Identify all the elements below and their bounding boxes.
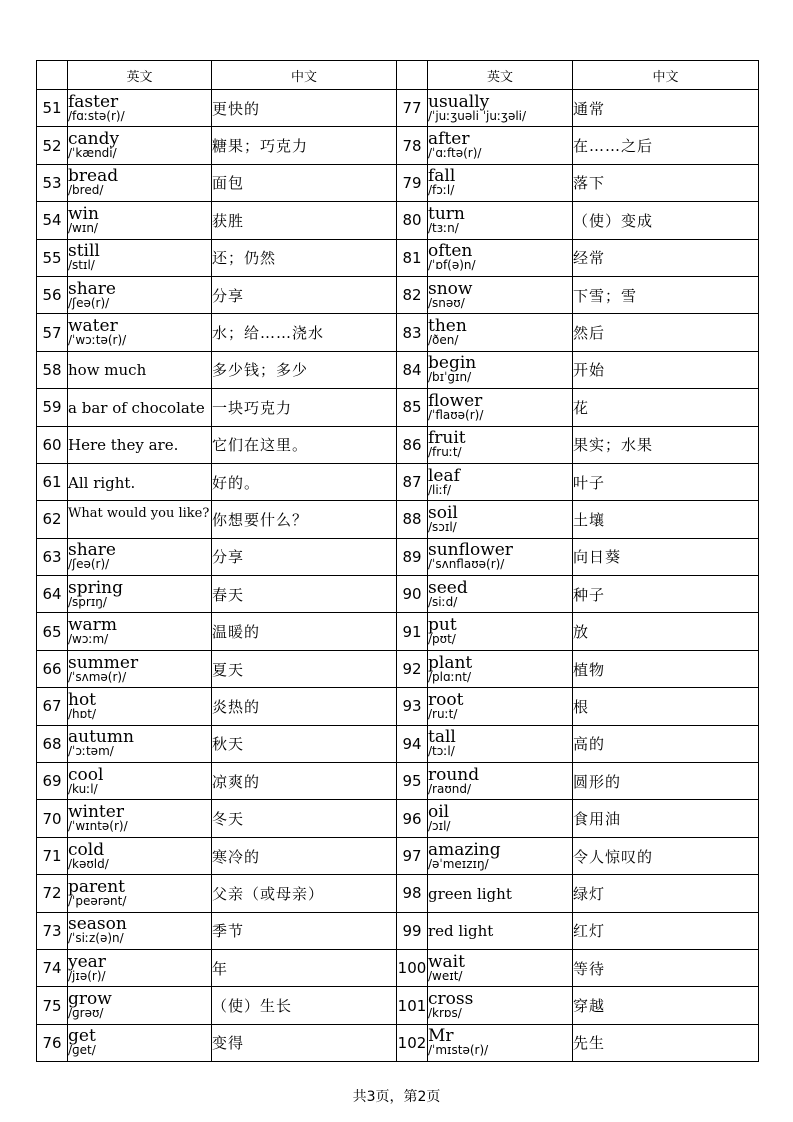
english-cell xyxy=(428,202,573,239)
entry-number: 59 xyxy=(37,389,68,426)
english-word: leaf xyxy=(428,465,460,486)
english-word: warm xyxy=(68,615,117,636)
entry-number: 95 xyxy=(397,763,428,800)
english-phrase: All right. xyxy=(68,473,136,492)
chinese-meaning: 分享 xyxy=(212,276,397,313)
english-cell xyxy=(428,912,573,949)
phonetic-transcription: /weɪt/ xyxy=(428,968,463,983)
entry-number: 65 xyxy=(37,613,68,650)
english-word: plant xyxy=(428,652,473,673)
phonetic-transcription: /tɔːl/ xyxy=(428,744,455,759)
english-word: autumn xyxy=(68,727,134,748)
english-cell xyxy=(68,389,212,426)
table-row xyxy=(37,912,759,949)
english-cell xyxy=(68,164,212,201)
entry-number: 52 xyxy=(37,127,68,164)
english-cell xyxy=(68,202,212,239)
entry-number: 60 xyxy=(37,426,68,463)
phonetic-transcription: /ʃeə(r)/ xyxy=(68,557,110,572)
table-row xyxy=(37,987,759,1024)
phonetic-transcription: /ɔɪl/ xyxy=(428,819,451,834)
chinese-meaning: 炎热的 xyxy=(212,688,397,725)
phonetic-transcription: /sprɪŋ/ xyxy=(68,594,107,609)
english-cell xyxy=(68,576,212,613)
english-word: faster xyxy=(68,91,119,112)
english-word: root xyxy=(428,689,464,710)
chinese-meaning: 通常 xyxy=(573,90,759,127)
english-phrase: What would you like? xyxy=(68,505,210,521)
entry-number: 56 xyxy=(37,276,68,313)
phonetic-transcription: /ˈsʌmə(r)/ xyxy=(68,669,127,684)
english-word: fruit xyxy=(428,428,466,449)
english-cell xyxy=(428,613,573,650)
table-row xyxy=(37,463,759,500)
entry-number: 97 xyxy=(397,837,428,874)
table-row xyxy=(37,1024,759,1061)
page-footer: 共3页，第2页 xyxy=(352,1089,441,1105)
table-row xyxy=(37,949,759,986)
table-row xyxy=(37,613,759,650)
entry-number: 86 xyxy=(397,426,428,463)
english-word: oil xyxy=(428,802,450,823)
english-word: spring xyxy=(68,577,124,598)
phonetic-transcription: /stɪl/ xyxy=(68,258,95,273)
entry-number: 51 xyxy=(37,90,68,127)
phonetic-transcription: /kəʊld/ xyxy=(68,856,109,871)
entry-number: 98 xyxy=(397,875,428,912)
chinese-meaning: 一块巧克力 xyxy=(212,389,397,426)
entry-number: 67 xyxy=(37,688,68,725)
entry-number: 55 xyxy=(37,239,68,276)
english-word: begin xyxy=(428,353,477,374)
header-num-right xyxy=(397,61,428,90)
table-row xyxy=(37,314,759,351)
phonetic-transcription: /ˈflaʊə(r)/ xyxy=(428,407,484,422)
entry-number: 71 xyxy=(37,837,68,874)
english-word: put xyxy=(428,615,457,636)
entry-number: 58 xyxy=(37,351,68,388)
phonetic-transcription: /ˈɑːftə(r)/ xyxy=(428,146,482,161)
english-cell xyxy=(68,912,212,949)
phonetic-transcription: /ɡet/ xyxy=(68,1043,96,1058)
entry-number: 102 xyxy=(397,1024,428,1061)
chinese-meaning: 放 xyxy=(573,613,759,650)
header-english-right: 英文 xyxy=(428,61,573,90)
phonetic-transcription: /ˈsʌnflaʊə(r)/ xyxy=(428,557,505,572)
english-word: season xyxy=(68,914,127,935)
chinese-meaning: 圆形的 xyxy=(573,763,759,800)
phonetic-transcription: /bɪˈɡɪn/ xyxy=(428,370,472,385)
entry-number: 99 xyxy=(397,912,428,949)
english-cell xyxy=(68,613,212,650)
chinese-meaning: 高的 xyxy=(573,725,759,762)
english-word: seed xyxy=(428,577,468,598)
chinese-meaning: 冬天 xyxy=(212,800,397,837)
chinese-meaning: 多少钱；多少 xyxy=(212,351,397,388)
english-cell xyxy=(68,949,212,986)
entry-number: 53 xyxy=(37,164,68,201)
english-cell xyxy=(68,688,212,725)
phonetic-transcription: /plɑːnt/ xyxy=(428,669,472,684)
phonetic-transcription: /ˈmɪstə(r)/ xyxy=(428,1043,489,1058)
entry-number: 74 xyxy=(37,949,68,986)
english-cell xyxy=(428,314,573,351)
english-cell xyxy=(68,837,212,874)
english-word: tall xyxy=(428,727,456,748)
english-cell xyxy=(428,688,573,725)
chinese-meaning: 寒冷的 xyxy=(212,837,397,874)
phonetic-transcription: /ˈjuːʒuəli ˈjuːʒəli/ xyxy=(428,108,527,123)
english-word: snow xyxy=(428,278,473,299)
table-row xyxy=(37,688,759,725)
table-row xyxy=(37,576,759,613)
entry-number: 54 xyxy=(37,202,68,239)
english-cell xyxy=(428,725,573,762)
phonetic-transcription: /liːf/ xyxy=(428,482,452,497)
chinese-meaning: 凉爽的 xyxy=(212,763,397,800)
table-row xyxy=(37,389,759,426)
chinese-meaning: 面包 xyxy=(212,164,397,201)
chinese-meaning: 还；仍然 xyxy=(212,239,397,276)
english-cell xyxy=(68,239,212,276)
entry-number: 61 xyxy=(37,463,68,500)
english-cell xyxy=(428,650,573,687)
english-word: wait xyxy=(428,951,465,972)
chinese-meaning: 父亲（或母亲） xyxy=(212,875,397,912)
chinese-meaning: 先生 xyxy=(573,1024,759,1061)
english-word: share xyxy=(68,278,116,299)
english-cell xyxy=(68,276,212,313)
chinese-meaning: 叶子 xyxy=(573,463,759,500)
table-row xyxy=(37,239,759,276)
table-body xyxy=(37,90,759,1062)
english-word: soil xyxy=(428,502,458,523)
chinese-meaning: 绿灯 xyxy=(573,875,759,912)
phonetic-transcription: /ˈpeərənt/ xyxy=(68,893,127,908)
phonetic-transcription: /jɪə(r)/ xyxy=(68,968,106,983)
english-word: parent xyxy=(68,876,125,897)
chinese-meaning: 等待 xyxy=(573,949,759,986)
english-cell xyxy=(428,276,573,313)
english-phrase: a bar of chocolate xyxy=(68,398,205,417)
english-cell xyxy=(428,389,573,426)
table-row xyxy=(37,90,759,127)
chinese-meaning: 果实；水果 xyxy=(573,426,759,463)
phonetic-transcription: /sɔɪl/ xyxy=(428,519,457,534)
english-cell xyxy=(68,650,212,687)
chinese-meaning: 向日葵 xyxy=(573,538,759,575)
english-cell xyxy=(428,90,573,127)
entry-number: 81 xyxy=(397,239,428,276)
chinese-meaning: 糖果；巧克力 xyxy=(212,127,397,164)
english-word: round xyxy=(428,764,480,785)
chinese-meaning: 落下 xyxy=(573,164,759,201)
chinese-meaning: 分享 xyxy=(212,538,397,575)
phonetic-transcription: /krɒs/ xyxy=(428,1006,462,1021)
phonetic-transcription: /raʊnd/ xyxy=(428,781,472,796)
entry-number: 91 xyxy=(397,613,428,650)
chinese-meaning: （使）变成 xyxy=(573,202,759,239)
entry-number: 70 xyxy=(37,800,68,837)
english-phrase: green light xyxy=(428,884,512,903)
chinese-meaning: 土壤 xyxy=(573,501,759,538)
entry-number: 72 xyxy=(37,875,68,912)
entry-number: 89 xyxy=(397,538,428,575)
table-row xyxy=(37,164,759,201)
table-row xyxy=(37,351,759,388)
chinese-meaning: 食用油 xyxy=(573,800,759,837)
entry-number: 101 xyxy=(397,987,428,1024)
chinese-meaning: 在……之后 xyxy=(573,127,759,164)
chinese-meaning: 春天 xyxy=(212,576,397,613)
phonetic-transcription: /fɑːstə(r)/ xyxy=(68,108,125,123)
phonetic-transcription: /ˈsiːz(ə)n/ xyxy=(68,931,124,946)
entry-number: 68 xyxy=(37,725,68,762)
phonetic-transcription: /ˈkændi/ xyxy=(68,146,117,161)
chinese-meaning: 季节 xyxy=(212,912,397,949)
english-cell xyxy=(68,501,212,538)
header-chinese-left: 中文 xyxy=(212,61,397,90)
english-word: get xyxy=(68,1026,96,1047)
chinese-meaning: 下雪；雪 xyxy=(573,276,759,313)
english-cell xyxy=(428,875,573,912)
table-row xyxy=(37,538,759,575)
entry-number: 75 xyxy=(37,987,68,1024)
phonetic-transcription: /ˈwɔːtə(r)/ xyxy=(68,333,127,348)
chinese-meaning: 种子 xyxy=(573,576,759,613)
entry-number: 90 xyxy=(397,576,428,613)
english-cell xyxy=(428,837,573,874)
entry-number: 69 xyxy=(37,763,68,800)
table-row xyxy=(37,725,759,762)
phonetic-transcription: /fruːt/ xyxy=(428,445,462,460)
english-cell xyxy=(428,1024,573,1061)
english-cell xyxy=(68,725,212,762)
chinese-meaning: 令人惊叹的 xyxy=(573,837,759,874)
phonetic-transcription: /kuːl/ xyxy=(68,781,98,796)
english-word: cold xyxy=(68,839,105,860)
entry-number: 78 xyxy=(397,127,428,164)
chinese-meaning: 根 xyxy=(573,688,759,725)
english-word: hot xyxy=(68,689,97,710)
english-cell xyxy=(428,576,573,613)
phonetic-transcription: /snəʊ/ xyxy=(428,295,465,310)
english-cell xyxy=(428,351,573,388)
chinese-meaning: 经常 xyxy=(573,239,759,276)
english-phrase: how much xyxy=(68,361,147,380)
english-cell xyxy=(68,426,212,463)
entry-number: 76 xyxy=(37,1024,68,1061)
phonetic-transcription: /wɪn/ xyxy=(68,220,98,235)
table-row xyxy=(37,763,759,800)
english-word: still xyxy=(68,241,100,262)
english-word: winter xyxy=(68,802,124,823)
entry-number: 57 xyxy=(37,314,68,351)
table-row xyxy=(37,875,759,912)
english-cell xyxy=(428,949,573,986)
entry-number: 94 xyxy=(397,725,428,762)
table-row xyxy=(37,650,759,687)
chinese-meaning: 好的。 xyxy=(212,463,397,500)
phonetic-transcription: /tɜːn/ xyxy=(428,220,459,235)
phonetic-transcription: /hɒt/ xyxy=(68,706,97,721)
chinese-meaning: 植物 xyxy=(573,650,759,687)
entry-number: 63 xyxy=(37,538,68,575)
english-word: then xyxy=(428,316,467,337)
entry-number: 82 xyxy=(397,276,428,313)
phonetic-transcription: /ruːt/ xyxy=(428,706,458,721)
english-word: summer xyxy=(68,652,139,673)
phonetic-transcription: /ˈɒf(ə)n/ xyxy=(428,258,476,273)
english-cell xyxy=(68,351,212,388)
phonetic-transcription: /ˈɔːtəm/ xyxy=(68,744,114,759)
header-chinese-right: 中文 xyxy=(573,61,759,90)
english-phrase: red light xyxy=(428,922,494,941)
chinese-meaning: 你想要什么？ xyxy=(212,501,397,538)
english-word: cross xyxy=(428,989,474,1010)
english-word: flower xyxy=(428,390,483,411)
table-row xyxy=(37,800,759,837)
english-cell xyxy=(428,501,573,538)
english-cell xyxy=(68,987,212,1024)
english-phrase: Here they are. xyxy=(68,436,179,455)
table-row xyxy=(37,127,759,164)
english-word: cool xyxy=(68,764,104,785)
chinese-meaning: 红灯 xyxy=(573,912,759,949)
english-cell xyxy=(68,463,212,500)
chinese-meaning: 年 xyxy=(212,949,397,986)
phonetic-transcription: /əˈmeɪzɪŋ/ xyxy=(428,856,489,871)
entry-number: 100 xyxy=(397,949,428,986)
english-cell xyxy=(68,875,212,912)
english-word: Mr xyxy=(428,1026,454,1047)
english-word: grow xyxy=(68,989,112,1010)
chinese-meaning: 获胜 xyxy=(212,202,397,239)
entry-number: 92 xyxy=(397,650,428,687)
english-cell xyxy=(68,1024,212,1061)
english-cell xyxy=(68,538,212,575)
entry-number: 79 xyxy=(397,164,428,201)
chinese-meaning: 然后 xyxy=(573,314,759,351)
english-word: amazing xyxy=(428,839,501,860)
english-cell xyxy=(428,127,573,164)
entry-number: 84 xyxy=(397,351,428,388)
english-cell xyxy=(68,127,212,164)
entry-number: 77 xyxy=(397,90,428,127)
english-cell xyxy=(428,463,573,500)
entry-number: 73 xyxy=(37,912,68,949)
phonetic-transcription: /fɔːl/ xyxy=(428,183,455,198)
table-header-row xyxy=(37,61,759,90)
phonetic-transcription: /ɡrəʊ/ xyxy=(68,1006,104,1021)
entry-number: 87 xyxy=(397,463,428,500)
table-row xyxy=(37,501,759,538)
phonetic-transcription: /pʊt/ xyxy=(428,632,456,647)
header-num-left xyxy=(37,61,68,90)
phonetic-transcription: /wɔːm/ xyxy=(68,632,109,647)
english-cell xyxy=(428,987,573,1024)
english-cell xyxy=(68,314,212,351)
entry-number: 83 xyxy=(397,314,428,351)
table-row xyxy=(37,837,759,874)
chinese-meaning: 变得 xyxy=(212,1024,397,1061)
phonetic-transcription: /ˈwɪntə(r)/ xyxy=(68,819,128,834)
table-row xyxy=(37,426,759,463)
english-cell xyxy=(68,90,212,127)
chinese-meaning: 夏天 xyxy=(212,650,397,687)
entry-number: 80 xyxy=(397,202,428,239)
chinese-meaning: 开始 xyxy=(573,351,759,388)
chinese-meaning: 穿越 xyxy=(573,987,759,1024)
phonetic-transcription: /ʃeə(r)/ xyxy=(68,295,110,310)
phonetic-transcription: /siːd/ xyxy=(428,594,458,609)
chinese-meaning: 它们在这里。 xyxy=(212,426,397,463)
english-word: often xyxy=(428,241,473,262)
chinese-meaning: 花 xyxy=(573,389,759,426)
english-word: win xyxy=(68,203,99,224)
entry-number: 62 xyxy=(37,501,68,538)
english-cell xyxy=(428,164,573,201)
entry-number: 93 xyxy=(397,688,428,725)
english-cell xyxy=(68,800,212,837)
english-cell xyxy=(68,763,212,800)
entry-number: 66 xyxy=(37,650,68,687)
chinese-meaning: 更快的 xyxy=(212,90,397,127)
english-word: usually xyxy=(428,91,490,112)
header-english-left: 英文 xyxy=(68,61,212,90)
chinese-meaning: 秋天 xyxy=(212,725,397,762)
english-word: share xyxy=(68,540,116,561)
english-word: sunflower xyxy=(428,540,513,561)
english-word: after xyxy=(428,129,470,150)
english-word: candy xyxy=(68,129,120,150)
phonetic-transcription: /ðen/ xyxy=(428,333,459,348)
phonetic-transcription: /bred/ xyxy=(68,183,104,198)
english-cell xyxy=(428,426,573,463)
entry-number: 85 xyxy=(397,389,428,426)
entry-number: 64 xyxy=(37,576,68,613)
english-cell xyxy=(428,800,573,837)
english-word: turn xyxy=(428,203,465,224)
chinese-meaning: 温暖的 xyxy=(212,613,397,650)
english-word: bread xyxy=(68,166,119,187)
english-word: year xyxy=(68,951,106,972)
english-word: water xyxy=(68,316,118,337)
english-cell xyxy=(428,239,573,276)
chinese-meaning: （使）生长 xyxy=(212,987,397,1024)
english-word: fall xyxy=(428,166,456,187)
entry-number: 96 xyxy=(397,800,428,837)
vocabulary-table xyxy=(36,60,759,1062)
chinese-meaning: 水；给……浇水 xyxy=(212,314,397,351)
table-row xyxy=(37,202,759,239)
table-row xyxy=(37,276,759,313)
english-cell xyxy=(428,763,573,800)
entry-number: 88 xyxy=(397,501,428,538)
english-cell xyxy=(428,538,573,575)
